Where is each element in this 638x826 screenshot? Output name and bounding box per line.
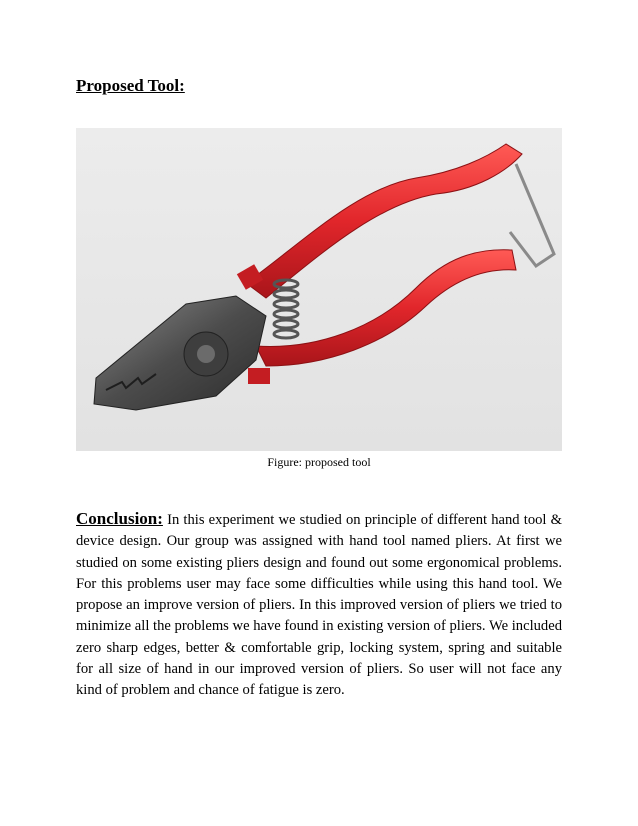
conclusion-paragraph — [76, 508, 562, 702]
conclusion-label: Conclusion: — [76, 509, 163, 528]
conclusion-text: In this experiment we studied on principle of different hand tool & device design. Our group was assigned with hand tool named pliers. At first we studied on some existing pliers design and found out some ergonomical problems. For this problems user may face some difficulties while using this hand tool. We propose an improve version of pliers. In this improved version of pliers we tried to minimize all the problems we have found in existing version of pliers. We included zero sharp edges, better & comfortable grip, locking system, spring and suitable for all size of hand in our improved version of pliers. So user will not face any kind of problem and chance of fatigue is zero. — [76, 512, 562, 699]
pliers-illustration — [76, 128, 562, 451]
upper-handle — [246, 144, 522, 298]
figure-caption: Figure: proposed tool — [267, 455, 371, 469]
wire-spring — [510, 164, 554, 266]
pliers-head — [94, 296, 266, 410]
lower-handle-collar — [248, 368, 270, 384]
pliers-figure — [76, 128, 562, 451]
section-heading: Proposed Tool: — [76, 76, 185, 95]
